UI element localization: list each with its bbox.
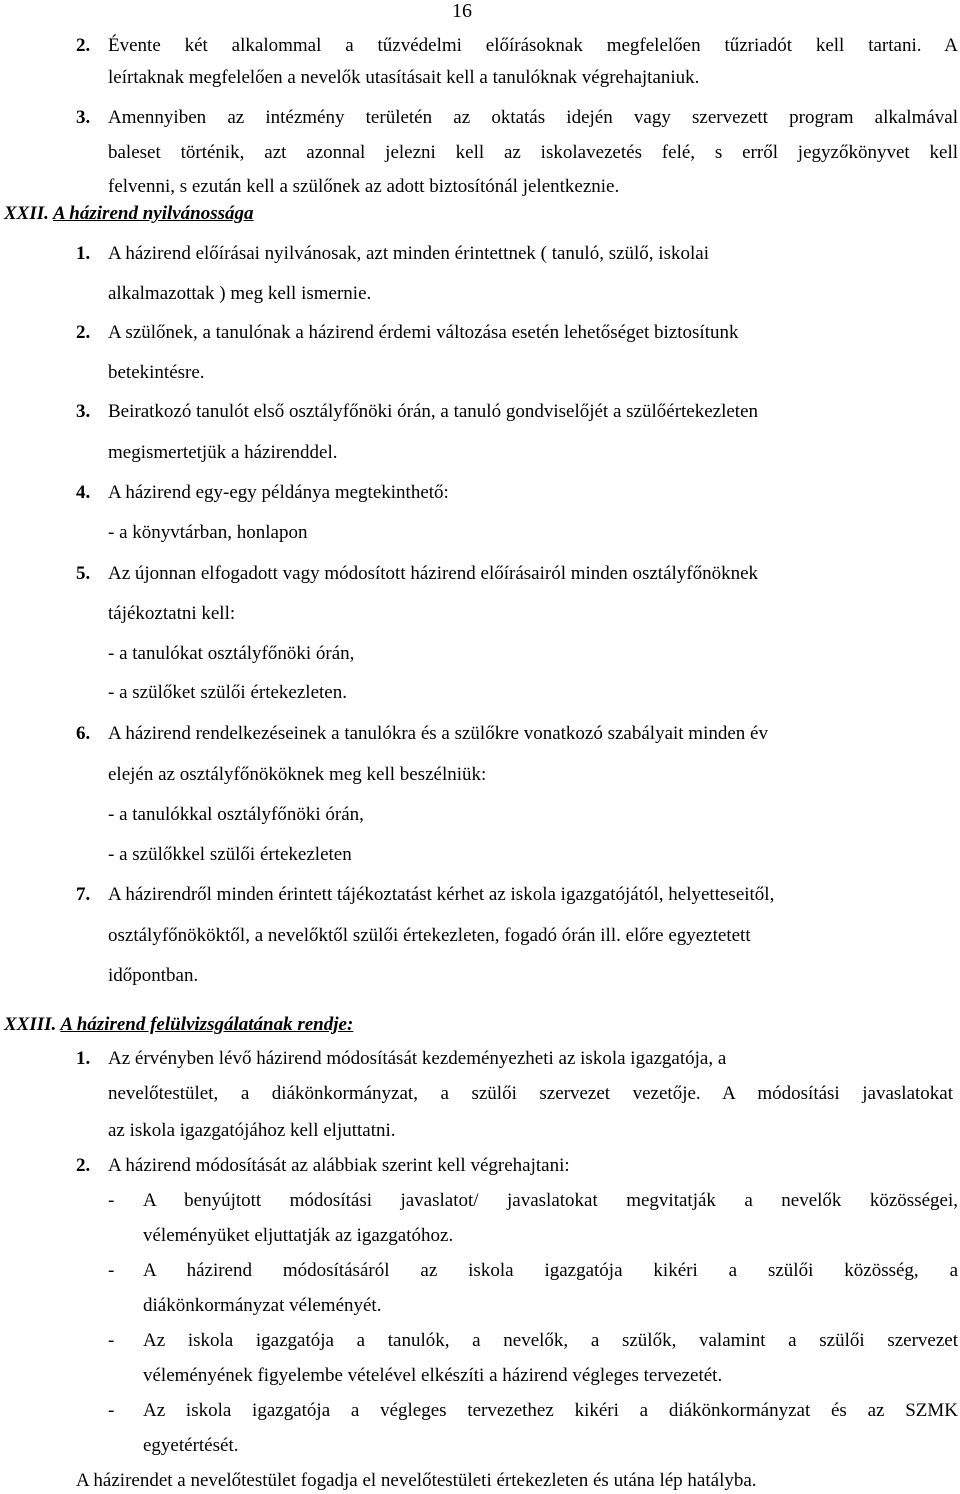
list-number: 3. (76, 401, 91, 422)
paragraph-line: alkalmazottak ) meg kell ismernie. (108, 283, 372, 304)
paragraph-line: véleményének figyelembe vételével elkészíti a házirend végleges tervezetét. (143, 1365, 723, 1386)
paragraph-line: Az iskola igazgatója a tanulók, a nevelők, a szülők, valamint a szülői szervezet (143, 1330, 958, 1351)
section-heading (4, 203, 254, 225)
list-subitem: - a szülőket szülői értekezleten. (108, 682, 347, 703)
paragraph-line: Az újonnan elfogadott vagy módosított házirend előírásairól minden osztályfőnöknek (108, 563, 759, 584)
list-number: 2. (76, 35, 91, 56)
paragraph-line: A házirend egy-egy példánya megtekinthető: (108, 482, 449, 503)
paragraph-line: Amennyiben az intézmény területén az oktatás idején vagy szervezett program alkalmával (108, 107, 958, 128)
paragraph-line: Beiratkozó tanulót első osztályfőnöki órán, a tanuló gondviselőjét a szülőértekezleten (108, 401, 759, 422)
paragraph-line: elején az osztályfőnököknek meg kell beszélniük: (108, 764, 487, 785)
list-number: 5. (76, 563, 91, 584)
section-roman: XXII. (4, 203, 49, 224)
paragraph-line: A házirend előírásai nyilvánosak, azt minden érintettnek ( tanuló, szülő, iskolai (108, 243, 709, 264)
paragraph-line: A házirendről minden érintett tájékoztatást kérhet az iskola igazgatójától, helyetteseitől, (108, 884, 775, 905)
paragraph-line: véleményüket eljuttatják az igazgatóhoz. (143, 1225, 454, 1246)
list-number: 4. (76, 482, 91, 503)
paragraph-line: A házirend módosítását az alábbiak szerint kell végrehajtani: (108, 1155, 570, 1176)
step-dash: - (108, 1260, 115, 1281)
paragraph-line: diákönkormányzat véleményét. (143, 1295, 382, 1316)
step-dash: - (108, 1400, 115, 1421)
list-number: 1. (76, 1048, 91, 1069)
section-title: A házirend nyilvánossága (52, 203, 254, 224)
page-number: 16 (452, 0, 472, 22)
paragraph-line: nevelőtestület, a diákönkormányzat, a szülői szervezet vezetője. A módosítási javaslatokat (108, 1083, 953, 1104)
paragraph-line: megismertetjük a házirenddel. (108, 442, 338, 463)
step-dash: - (108, 1330, 115, 1351)
list-number: 2. (76, 1155, 91, 1176)
paragraph-line: A szülőnek, a tanulónak a házirend érdemi változása esetén lehetőséget biztosítunk (108, 322, 739, 343)
list-subitem: - a tanulókat osztályfőnöki órán, (108, 643, 355, 664)
list-number: 2. (76, 322, 91, 343)
list-number: 7. (76, 884, 91, 905)
paragraph-line: A benyújtott módosítási javaslatot/ javaslatokat megvitatják a nevelők közösségei, (143, 1190, 958, 1211)
paragraph-line: egyetértését. (143, 1435, 239, 1456)
section-title: A házirend felülvizsgálatának rendje: (60, 1014, 354, 1035)
paragraph-line: Az iskola igazgatója a végleges tervezethez kikéri a diákönkormányzat és az SZMK (143, 1400, 958, 1421)
list-number: 3. (76, 107, 91, 128)
paragraph-line: az iskola igazgatójához kell eljuttatni. (108, 1120, 396, 1141)
paragraph-line: Évente két alkalommal a tűzvédelmi előírásoknak megfelelően tűzriadót kell tartani. A (108, 35, 958, 56)
list-number: 1. (76, 243, 91, 264)
list-number: 6. (76, 723, 91, 744)
paragraph-line: baleset történik, azt azonnal jelezni kell az iskolavezetés felé, s erről jegyzőkönyvet kell (108, 142, 958, 163)
section-heading (4, 1014, 353, 1036)
paragraph-line: betekintésre. (108, 362, 205, 383)
closing-statement: A házirendet a nevelőtestület fogadja el nevelőtestületi értekezleten és utána lép hatályba. (76, 1470, 757, 1491)
paragraph-line: Az érvényben lévő házirend módosítását kezdeményezheti az iskola igazgatója, a (108, 1048, 727, 1069)
paragraph-line: leírtaknak megfelelően a nevelők utasításait kell a tanulóknak végrehajtaniuk. (108, 67, 700, 88)
step-dash: - (108, 1190, 115, 1211)
list-subitem: - a könyvtárban, honlapon (108, 522, 308, 543)
paragraph-line: osztályfőnököktől, a nevelőktől szülői értekezleten, fogadó órán ill. előre egyeztetett (108, 925, 751, 946)
list-subitem: - a tanulókkal osztályfőnöki órán, (108, 804, 364, 825)
paragraph-line: tájékoztatni kell: (108, 603, 236, 624)
section-roman: XXIII. (4, 1014, 57, 1035)
paragraph-line: A házirend módosításáról az iskola igazgatója kikéri a szülői közösség, a (143, 1260, 958, 1281)
paragraph-line: időpontban. (108, 965, 199, 986)
paragraph-line: A házirend rendelkezéseinek a tanulókra és a szülőkre vonatkozó szabályait minden év (108, 723, 768, 744)
paragraph-line: felvenni, s ezután kell a szülőnek az adott biztosítónál jelentkeznie. (108, 176, 620, 197)
list-subitem: - a szülőkkel szülői értekezleten (108, 844, 352, 865)
